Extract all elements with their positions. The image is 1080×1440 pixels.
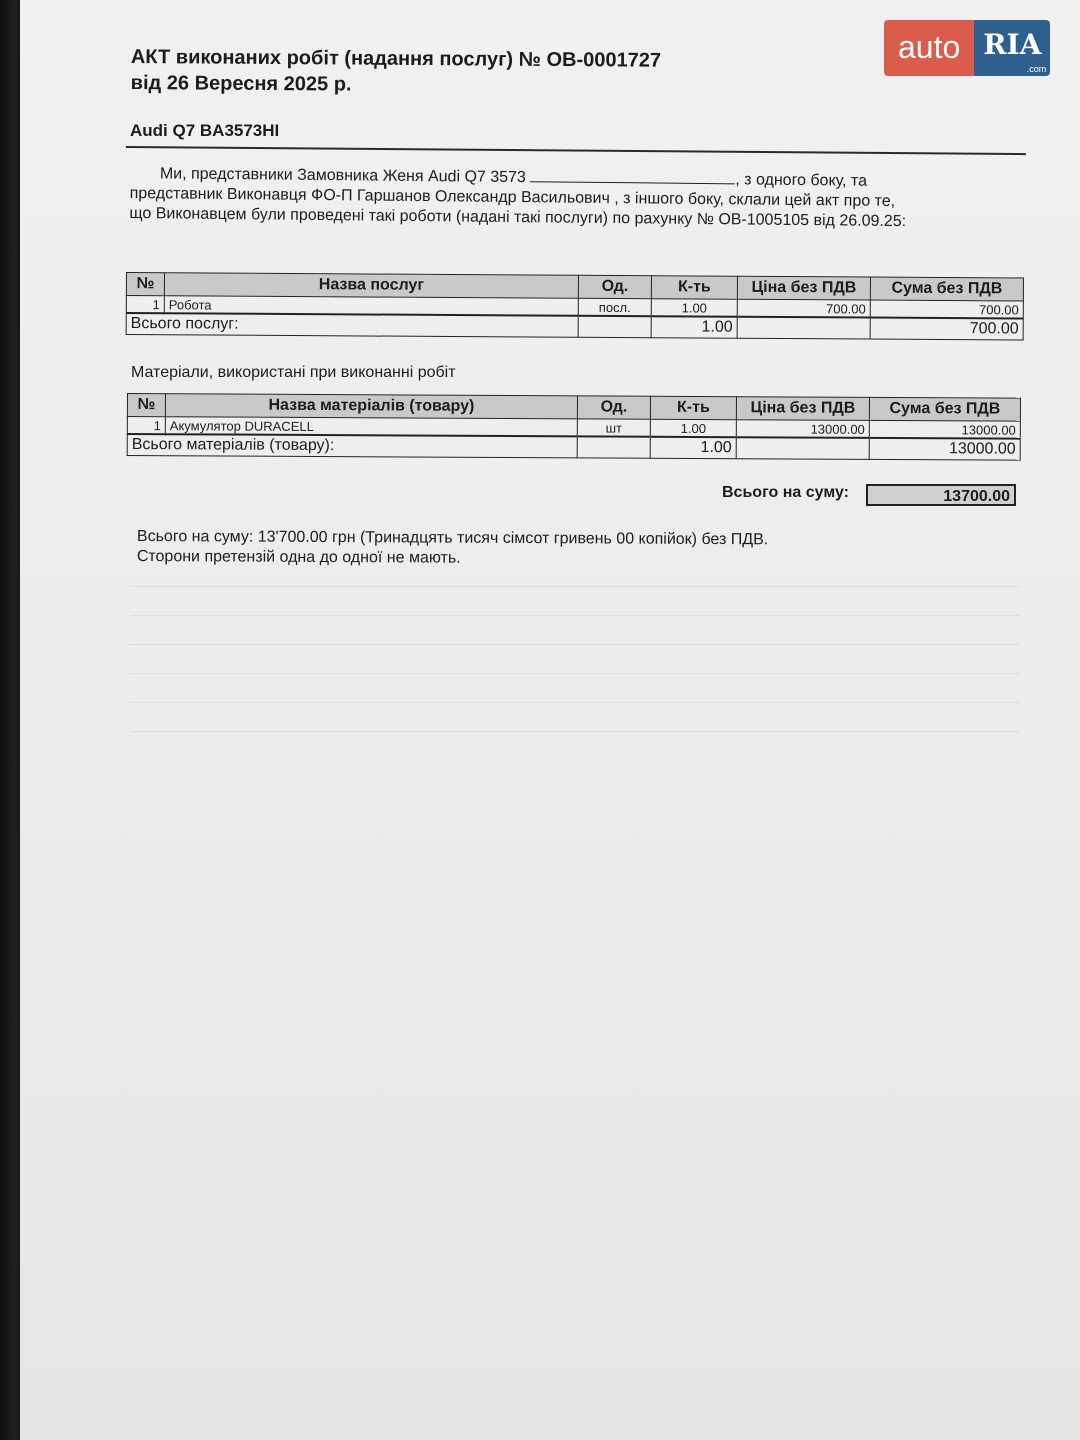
col-header-qty: К-ть — [650, 396, 736, 419]
scan-edge-shadow — [0, 0, 20, 1440]
row-number: 1 — [126, 296, 164, 314]
vehicle-subject: Audi Q7 BA3573HI — [130, 121, 280, 140]
row-number: 1 — [127, 417, 165, 435]
col-header-qty: К-ть — [651, 276, 737, 300]
intro-paragraph — [129, 163, 1010, 233]
col-header-name: Назва послуг — [164, 273, 578, 299]
row-qty: 1.00 — [651, 299, 737, 317]
logo-ria-block — [974, 20, 1050, 76]
services-total-empty — [578, 316, 651, 338]
services-table — [126, 272, 1024, 340]
col-header-sum: Сума без ПДВ — [870, 277, 1023, 301]
services-total-sum: 700.00 — [870, 318, 1023, 340]
row-name: Робота — [164, 296, 578, 316]
col-header-price: Ціна без ПДВ — [736, 397, 869, 421]
materials-total-qty: 1.00 — [650, 437, 736, 459]
row-name: Акумулятор DURACELL — [165, 417, 577, 437]
services-total-qty: 1.00 — [651, 316, 737, 338]
title-line-2: від 26 Вересня 2025 р. — [130, 71, 352, 96]
materials-total-row — [127, 434, 1020, 460]
col-header-number: № — [126, 273, 164, 296]
title-line-1: АКТ виконаних робіт (надання послуг) № ОВ-0001727 — [130, 45, 662, 72]
intro-part-2: , з одного боку, та — [735, 171, 868, 190]
row-unit: шт — [577, 419, 650, 437]
services-total-label: Всього послуг: — [126, 313, 578, 337]
intro-line-3: що Виконавцем були проведені такі роботи (надані такі послуги) по рахунку № ОВ-1005105 від 26.09.25: — [129, 204, 907, 231]
col-header-name: Назва матеріалів (товару) — [165, 394, 577, 419]
grand-total-value: 13700.00 — [866, 484, 1016, 506]
row-price: 700.00 — [737, 299, 870, 317]
row-sum: 700.00 — [870, 300, 1023, 318]
intro-part-1: Ми, представники Замовника Женя Audi Q7 3573 — [159, 165, 526, 187]
col-header-price: Ціна без ПДВ — [737, 276, 870, 300]
autoria-watermark-logo — [884, 20, 1050, 76]
document-title — [131, 44, 661, 100]
col-header-sum: Сума без ПДВ — [869, 397, 1020, 421]
services-total-empty-price — [737, 317, 870, 339]
row-price: 13000.00 — [736, 420, 869, 438]
row-unit: посл. — [578, 298, 651, 316]
bleed-through-shadow — [130, 580, 1020, 760]
materials-total-empty-price — [736, 437, 869, 459]
intro-line-2: представник Виконавця ФО-П Гаршанов Олександр Васильович , з іншого боку, склали цей акт про те, — [129, 184, 896, 211]
materials-total-label: Всього матеріалів (товару): — [127, 434, 577, 458]
logo-auto-text: auto — [884, 20, 974, 76]
materials-caption: Матеріали, використані при виконанні робіт — [131, 364, 456, 381]
col-header-unit: Од. — [578, 275, 651, 298]
row-sum: 13000.00 — [869, 420, 1020, 438]
signature-blank — [530, 167, 735, 184]
col-header-number: № — [127, 394, 165, 417]
materials-table — [127, 393, 1021, 461]
summary-text — [137, 527, 768, 570]
summary-line-1: Всього на суму: 13'700.00 грн (Тринадцять тисяч сімсот гривень 00 копійок) без ПДВ. — [136, 528, 769, 549]
logo-ria-text: RIA — [983, 28, 1042, 61]
materials-total-sum: 13000.00 — [869, 438, 1020, 460]
col-header-unit: Од. — [577, 396, 650, 419]
summary-line-2: Сторони претензій одна до одної не мають. — [136, 547, 461, 567]
grand-total-label: Всього на суму: — [722, 484, 849, 501]
logo-com-text: .com — [1026, 64, 1047, 74]
materials-total-empty — [577, 436, 650, 458]
row-qty: 1.00 — [650, 419, 736, 437]
